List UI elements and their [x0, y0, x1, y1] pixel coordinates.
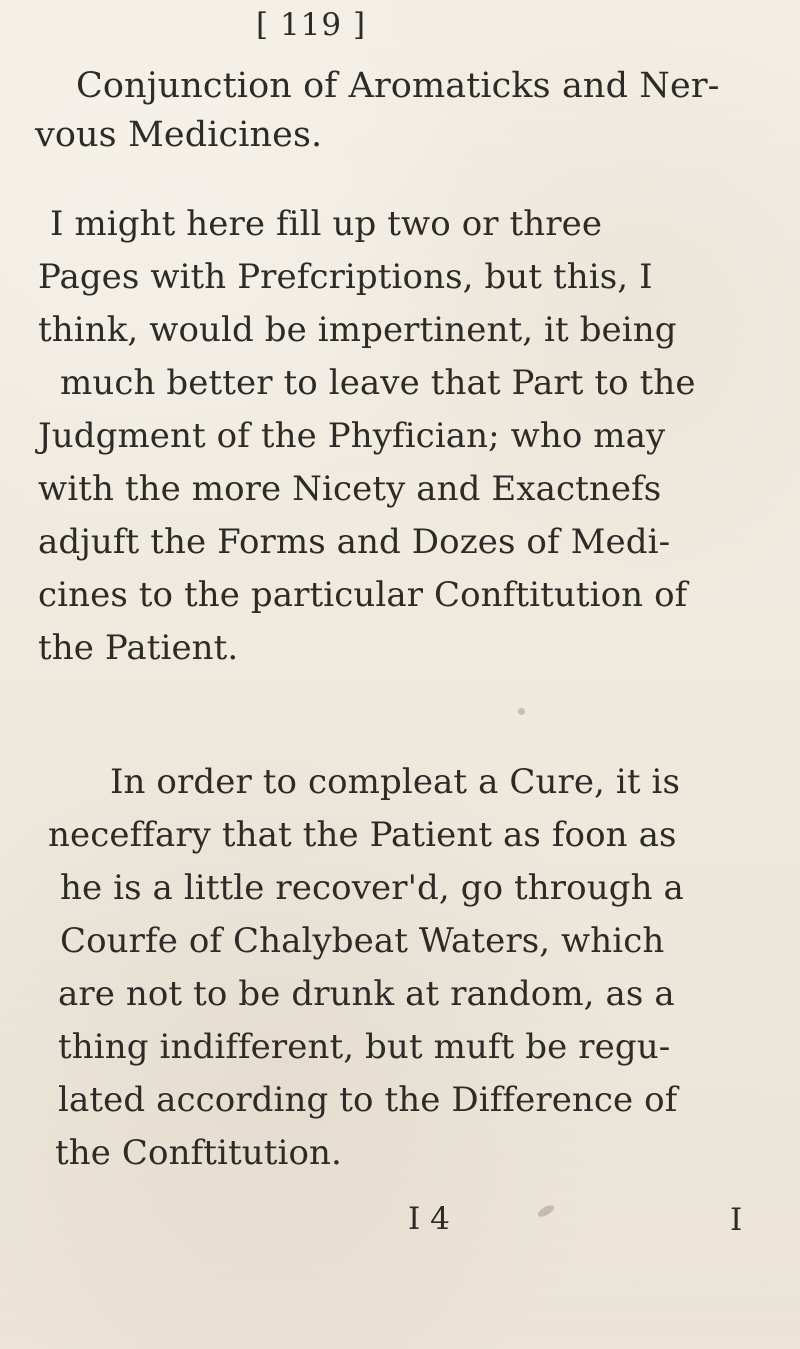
paragraph-1-line-9: the Patient. — [38, 628, 239, 668]
catchword: I — [730, 1202, 743, 1238]
paragraph-1-line-1: I might here fill up two or three — [50, 204, 603, 244]
paragraph-1-line-2: Pages with Prefcriptions, but this, I — [38, 257, 653, 297]
ink-blot — [536, 1203, 556, 1219]
paragraph-1-line-5: Judgment of the Phyfician; who may — [38, 416, 666, 456]
ink-blot — [518, 708, 525, 715]
title-line-1: Conjunction of Aromaticks and Ner- — [76, 66, 720, 106]
title-line-2: vous Medicines. — [35, 115, 323, 155]
paragraph-2-line-1: In order to compleat a Cure, it is — [110, 762, 681, 802]
paragraph-2-line-5: are not to be drunk at random, as a — [58, 974, 675, 1014]
signature-mark: I 4 — [408, 1201, 450, 1237]
paragraph-2-line-8: the Conftitution. — [55, 1133, 342, 1173]
paragraph-1-line-3: think, would be impertinent, it being — [38, 310, 677, 350]
page-number: [ 119 ] — [256, 7, 367, 43]
paragraph-2-line-3: he is a little recover'd, go through a — [60, 868, 684, 908]
paragraph-1-line-7: adjuft the Forms and Dozes of Medi- — [38, 522, 671, 562]
paragraph-1-line-8: cines to the particular Conftitution of — [38, 575, 688, 615]
paragraph-2-line-4: Courfe of Chalybeat Waters, which — [60, 921, 665, 961]
paragraph-2-line-6: thing indifferent, but muft be regu- — [58, 1027, 671, 1067]
paragraph-2-line-7: lated according to the Difference of — [58, 1080, 678, 1120]
paragraph-1-line-4: much better to leave that Part to the — [60, 363, 696, 403]
paragraph-2-line-2: neceffary that the Patient as foon as — [48, 815, 677, 855]
paragraph-1-line-6: with the more Nicety and Exactnefs — [38, 469, 662, 509]
